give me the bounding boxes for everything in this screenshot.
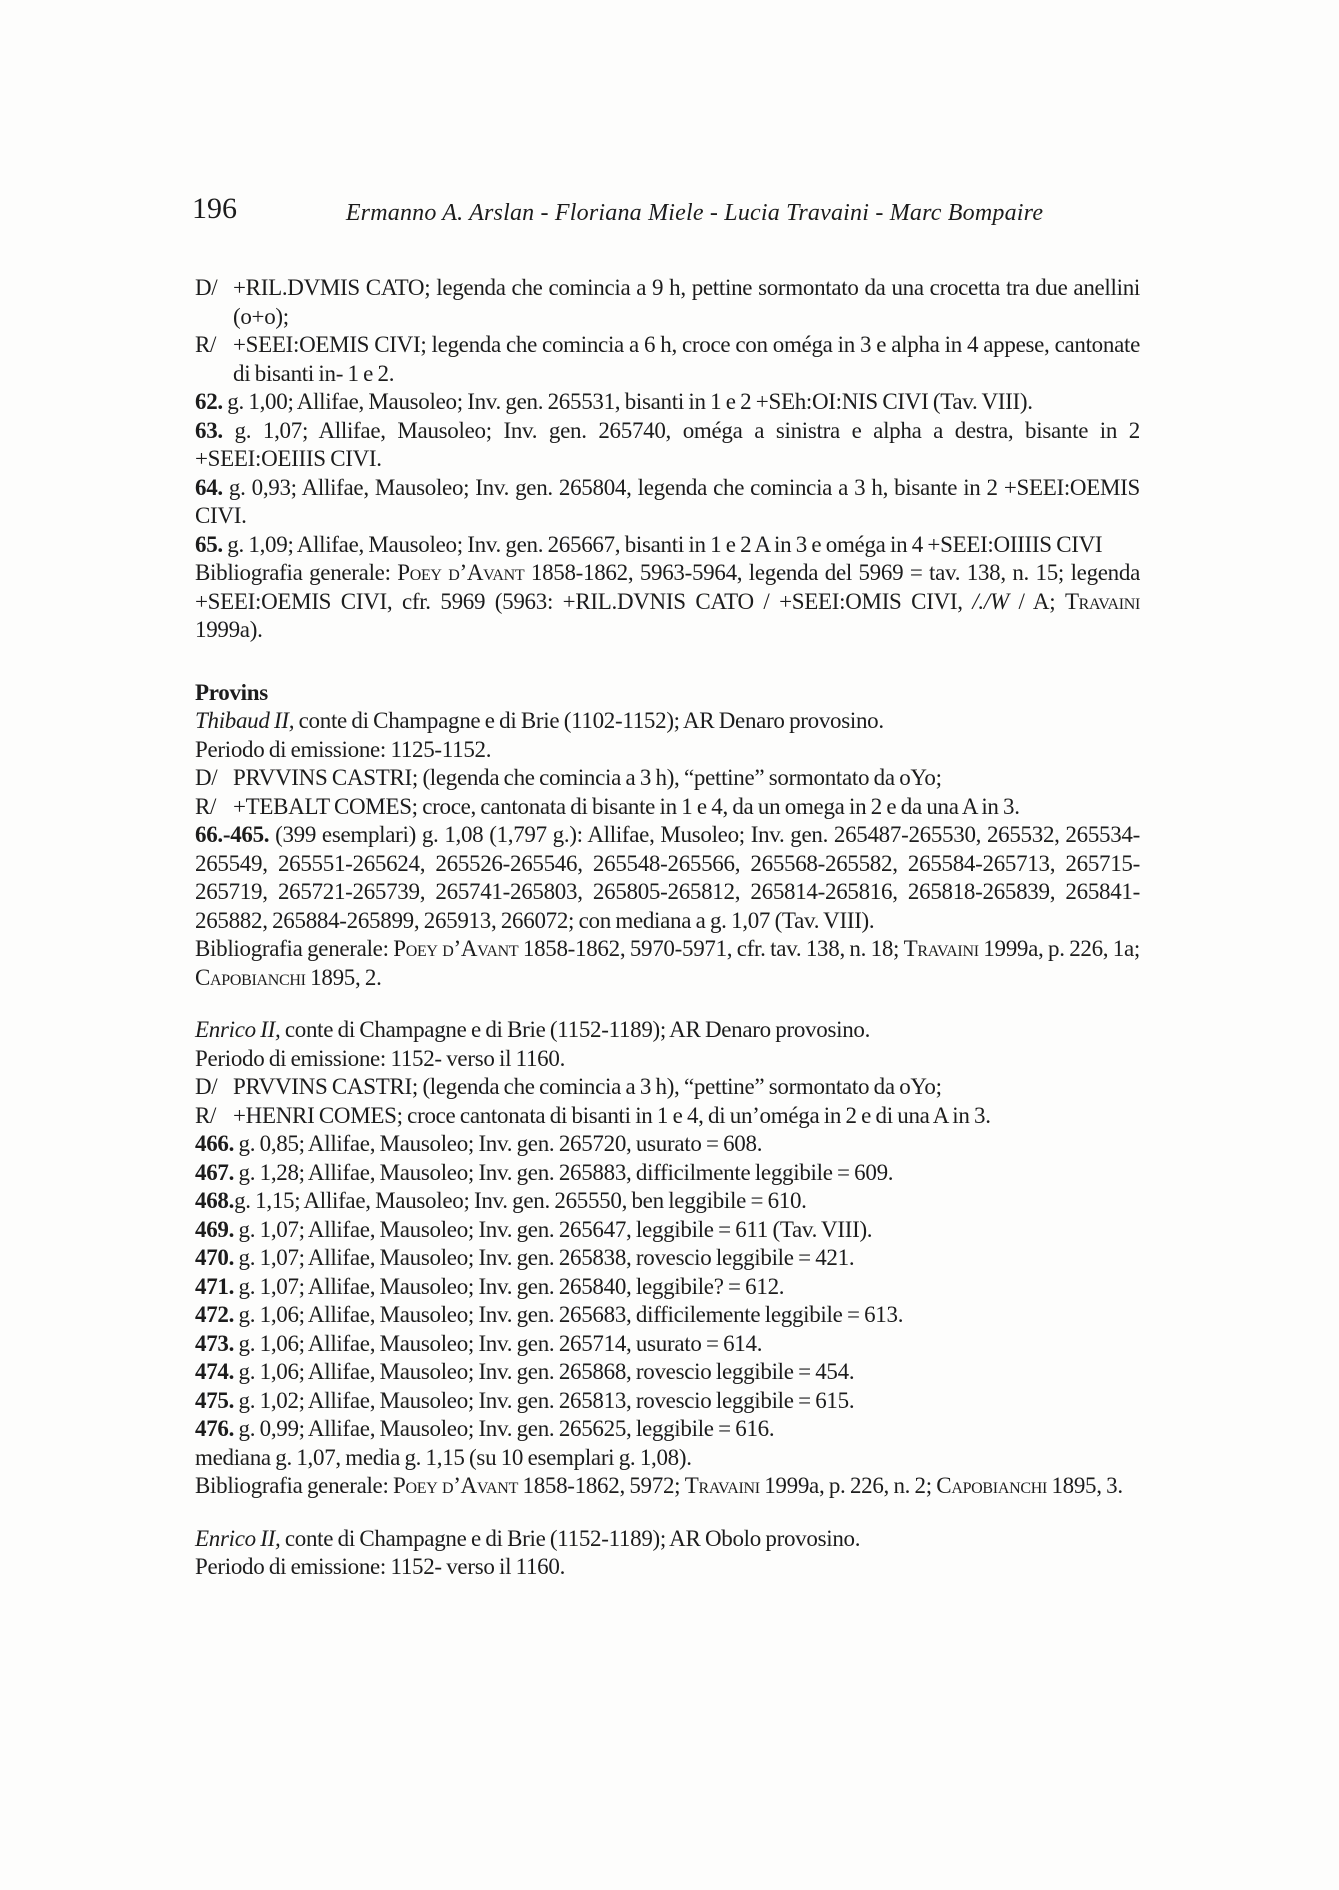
emission-period-thibaud: Periodo di emissione: 1125-1152. <box>195 736 492 762</box>
entry-474: 474. g. 1,06; Allifae, Mausoleo; Inv. gen. 265868, rovescio leggibile = 454. <box>195 1359 855 1384</box>
page-number: 196 <box>192 192 237 225</box>
emission-period-enrico-denaro: Periodo di emissione: 1152- verso il 1160. <box>195 1045 566 1071</box>
entry-472: 472. g. 1,06; Allifae, Mausoleo; Inv. gen. 265683, difficilemente leggibile = 613. <box>195 1302 904 1327</box>
entry-476: 476. g. 0,99; Allifae, Mausoleo; Inv. gen. 265625, leggibile = 616. <box>195 1416 775 1441</box>
ruler-heading-enrico-ii-obolo: Enrico II, conte di Champagne e di Brie (1152-1189); AR Obolo provosino. <box>195 1525 861 1551</box>
legend-reverse-62-65: R/ +SEEI:OEMIS CIVI; legenda che comincia a 6 h, croce con oméga in 3 e alpha in 4 appese, cantonate di bisanti in- 1 e 2. <box>195 332 1140 386</box>
entry-62: 62. g. 1,00; Allifae, Mausoleo; Inv. gen. 265531, bisanti in 1 e 2 +SEh:OI:NIS CIVI (Tav. VIII). <box>195 389 1033 414</box>
running-head-authors: Ermanno A. Arslan - Floriana Miele - Lucia Travaini - Marc Bompaire <box>345 200 1044 226</box>
legend-obverse-enrico: D/ PRVVINS CASTRI; (legenda che comincia a 3 h), “pettine” sormontato da oYo; <box>195 1074 942 1099</box>
section-heading-provins: Provins <box>195 679 268 705</box>
bibliography-thibaud: Bibliografia generale: Poey d’Avant 1858-1862, 5970-5971, cfr. tav. 138, n. 18; Travaini 1999a, p. 226, 1a; Capobianchi 1895, 2. <box>195 936 1140 990</box>
entry-66-465: 66.-465. (399 esemplari) g. 1,08 (1,797 g.): Allifae, Musoleo; Inv. gen. 265487-265530, 265532, 265534-265549, 265551-265624, 265526-265546, 265548-265566, 265568-265582, 265584-265713, 265715-265719, 265721-265739, 265741-265803, 265805-265812, 265814-265816, 265818-265839, 265841-265882, 265884-265899, 265913, 266072; con mediana a g. 1,07 (Tav. VIII). <box>195 822 1140 933</box>
entry-469: 469. g. 1,07; Allifae, Mausoleo; Inv. gen. 265647, leggibile = 611 (Tav. VIII). <box>195 1216 873 1242</box>
entry-64: 64. g. 0,93; Allifae, Mausoleo; Inv. gen. 265804, legenda che comincia a 3 h, bisante in 2 +SEEI:OEMIS CIVI. <box>195 474 1140 528</box>
entry-63: 63. g. 1,07; Allifae, Mausoleo; Inv. gen. 265740, oméga a sinistra e alpha a destra, bisante in 2 +SEEI:OEIIIS CIVI. <box>195 417 1140 471</box>
legend-reverse-thibaud: R/ +TEBALT COMES; croce, cantonata di bisante in 1 e 4, da un omega in 2 e da una A in 3. <box>195 793 1020 819</box>
bibliography-enrico: Bibliografia generale: Poey d’Avant 1858-1862, 5972; Travaini 1999a, p. 226, n. 2; Capobianchi 1895, 3. <box>195 1473 1123 1498</box>
entry-473: 473. g. 1,06; Allifae, Mausoleo; Inv. gen. 265714, usurato = 614. <box>195 1330 763 1356</box>
entry-65: 65. g. 1,09; Allifae, Mausoleo; Inv. gen. 265667, bisanti in 1 e 2 A in 3 e oméga in 4 +SEEI:OIIIIS CIVI <box>195 531 1103 557</box>
legend-reverse-enrico: R/ +HENRI COMES; croce cantonata di bisanti in 1 e 4, di un’oméga in 2 e di una A in 3. <box>195 1102 991 1128</box>
entry-475: 475. g. 1,02; Allifae, Mausoleo; Inv. gen. 265813, rovescio leggibile = 615. <box>195 1387 855 1413</box>
entry-471: 471. g. 1,07; Allifae, Mausoleo; Inv. gen. 265840, leggibile? = 612. <box>195 1273 785 1299</box>
legend-obverse-thibaud: D/ PRVVINS CASTRI; (legenda che comincia a 3 h), “pettine” sormontato da oYo; <box>195 765 942 790</box>
legend-obverse-62-65: D/ +RIL.DVMIS CATO; legenda che comincia a 9 h, pettine sormontato da una crocetta tra due anellini (o+o); <box>195 275 1140 329</box>
entry-470: 470. g. 1,07; Allifae, Mausoleo; Inv. gen. 265838, rovescio leggibile = 421. <box>195 1245 855 1270</box>
ruler-heading-thibaud-ii: Thibaud II, conte di Champagne e di Brie (1102-1152); AR Denaro provosino. <box>195 708 884 733</box>
bibliography-62-65: Bibliografia generale: Poey d’Avant 1858-1862, 5963-5964, legenda del 5969 = tav. 138, n. 15; legenda +SEEI:OEMIS CIVI, cfr. 5969 (5963: +RIL.DVNIS CATO / +SEEI:OMIS CIVI, /./W / A; Travaini 1999a). <box>195 560 1141 642</box>
entry-468: 468.g. 1,15; Allifae, Mausoleo; Inv. gen. 265550, ben leggibile = 610. <box>195 1188 807 1213</box>
emission-period-enrico-obolo: Periodo di emissione: 1152- verso il 1160. <box>195 1554 566 1579</box>
ruler-heading-enrico-ii-denaro: Enrico II, conte di Champagne e di Brie (1152-1189); AR Denaro provosino. <box>195 1017 871 1042</box>
statistics-line: mediana g. 1,07, media g. 1,15 (su 10 esemplari g. 1,08). <box>195 1444 692 1470</box>
body-text <box>195 274 1140 1582</box>
entry-466: 466. g. 0,85; Allifae, Mausoleo; Inv. gen. 265720, usurato = 608. <box>195 1131 763 1156</box>
entry-467: 467. g. 1,28; Allifae, Mausoleo; Inv. gen. 265883, difficilmente leggibile = 609. <box>195 1159 894 1185</box>
